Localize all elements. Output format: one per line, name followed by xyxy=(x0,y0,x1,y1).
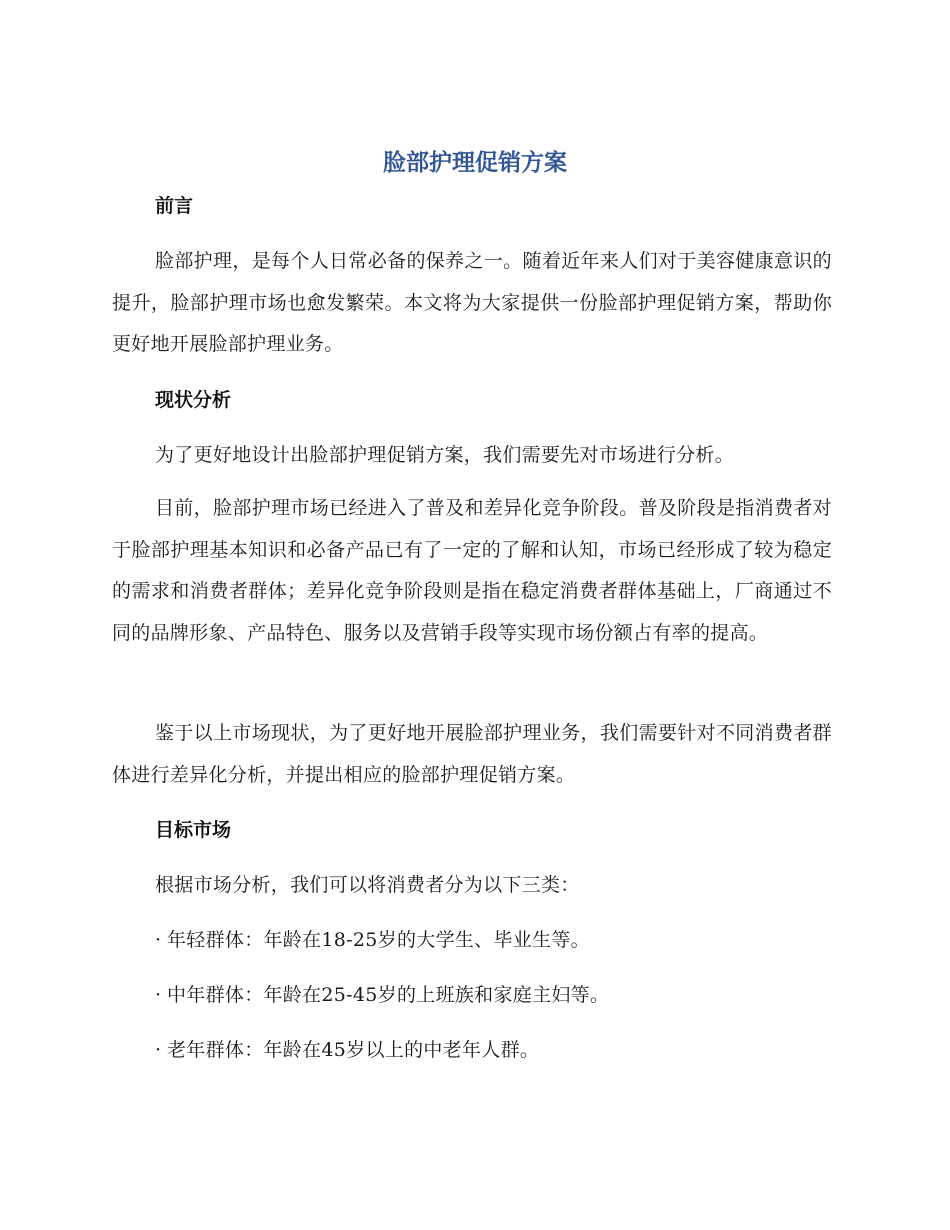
list-item-text: 老年群体：年龄在45岁以上的中老年人群。 xyxy=(167,1039,540,1061)
list-item-text: 中年群体：年龄在25-45岁的上班族和家庭主妇等。 xyxy=(167,984,610,1006)
section-heading-preface: 前言 xyxy=(155,195,194,217)
list-item xyxy=(155,925,835,955)
section-heading-target: 目标市场 xyxy=(155,819,232,841)
target-intro-paragraph: 根据市场分析，我们可以将消费者分为以下三类： xyxy=(155,874,580,896)
section-heading-analysis: 现状分析 xyxy=(155,389,232,411)
bullet-dot-icon: · xyxy=(155,1039,162,1061)
list-item-text: 年轻群体：年龄在18-25岁的大学生、毕业生等。 xyxy=(167,929,590,951)
analysis-paragraph-2: 目前，脸部护理市场已经进入了普及和差异化竞争阶段。普及阶段是指消费者对于脸部护理基本知识和必备产品已有了一定的了解和认知，市场已经形成了较为稳定的需求和消费者群体；差异化竞争阶段则是指在稳定消费者群体基础上，厂商通过不同的品牌形象、产品特色、服务以及营销手段等实现市场份额占有率的提高。 xyxy=(112,497,832,644)
list-item xyxy=(155,1035,835,1065)
analysis-paragraph-3: 鉴于以上市场现状，为了更好地开展脸部护理业务，我们需要针对不同消费者群体进行差异化分析，并提出相应的脸部护理促销方案。 xyxy=(112,722,832,786)
bullet-dot-icon: · xyxy=(155,984,162,1006)
analysis-paragraph-1: 为了更好地设计出脸部护理促销方案，我们需要先对市场进行分析。 xyxy=(155,444,735,466)
preface-paragraph: 脸部护理，是每个人日常必备的保养之一。随着近年来人们对于美容健康意识的提升，脸部护理市场也愈发繁荣。本文将为大家提供一份脸部护理促销方案，帮助你更好地开展脸部护理业务。 xyxy=(112,250,832,355)
document-title: 脸部护理促销方案 xyxy=(383,150,567,176)
list-item xyxy=(155,980,835,1010)
bullet-dot-icon: · xyxy=(155,929,162,951)
